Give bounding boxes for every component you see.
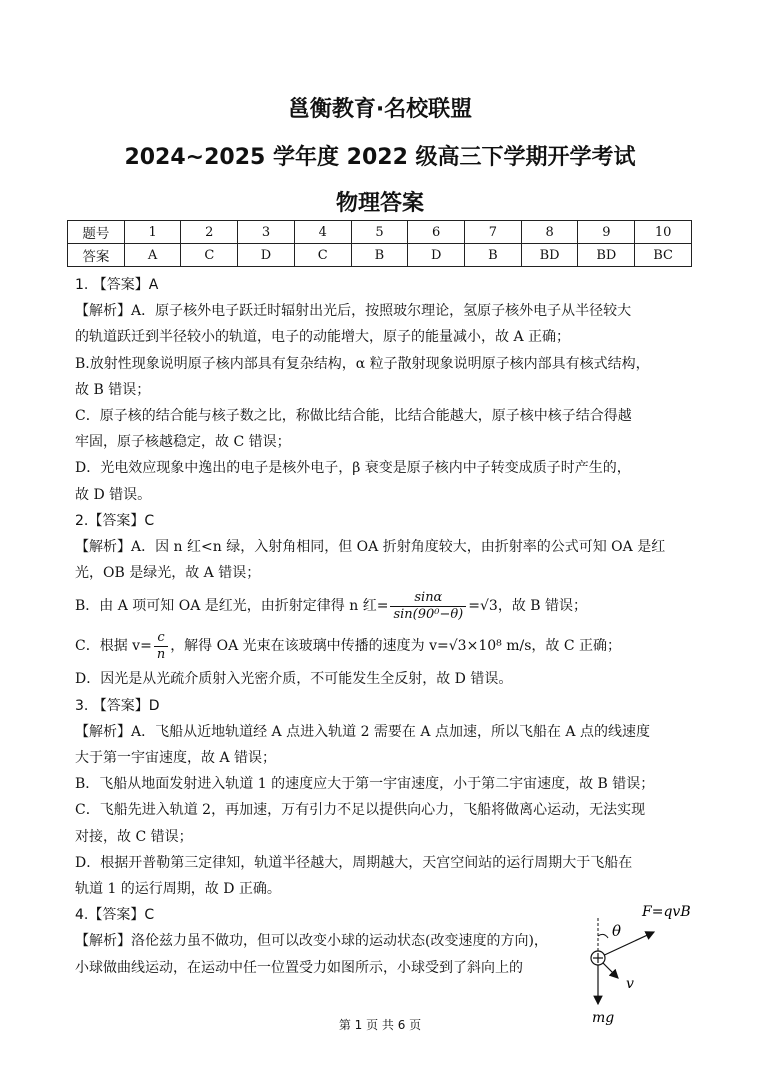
q1-analysis-line: 牢固，原子核越稳定，故 C 错误； [75, 434, 291, 451]
answer-row [68, 244, 692, 267]
q4-analysis-line: 【解析】洛伦兹力虽不做功，但可以改变小球的运动状态(改变速度的方向)， [75, 933, 548, 950]
q-number-cell: 3 [238, 221, 295, 244]
fraction-denominator: n [156, 646, 166, 662]
velocity-label: v [626, 976, 634, 992]
q2-analysis-line: 光，OB 是绿光，故 A 错误； [75, 565, 261, 582]
q2-c-text-end: ，解得 OA 光束在该玻璃中传播的速度为 v=√3×10⁸ m/s，故 C 正确； [170, 638, 621, 655]
q1-analysis-line: 故 D 错误。 [75, 486, 152, 503]
answer-cell: A [124, 244, 181, 267]
q2-c-text-start: C．根据 v= [75, 638, 152, 655]
answer-cell: BD [578, 244, 635, 267]
answer-table [67, 220, 692, 267]
q1-analysis-line: 【解析】A．原子核外电子跃迁时辐射出光后，按照玻尔理论，氢原子核外电子从半径较大 [75, 303, 632, 320]
q-number-cell: 8 [521, 221, 578, 244]
fraction-numerator: sinα [390, 590, 466, 607]
q-number-cell: 9 [578, 221, 635, 244]
q4-answer-heading: 4.【答案】C [75, 907, 155, 924]
q4-analysis-line: 小球做曲线运动，在运动中任一位置受力如图所示，小球受到了斜向上的 [75, 959, 523, 976]
q3-analysis-line: 对接，故 C 错误； [75, 828, 193, 845]
q2-analysis-line-fraction [75, 586, 693, 626]
answer-cell: D [408, 244, 465, 267]
page-footer: 第 1 页 共 6 页 [338, 1018, 422, 1032]
force-label: F=qvB [642, 904, 691, 920]
q2-analysis-line: D．因光是从光疏介质射入光密介质，不可能发生全反射，故 D 错误。 [75, 671, 513, 688]
q1-analysis-line: 的轨道跃迁到半径较小的轨道，电子的动能增大，原子的能量减小，故 A 正确； [75, 329, 571, 346]
q3-analysis-line: C．飞船先进入轨道 2，再加速，万有引力不足以提供向心力，飞船将做离心运动，无法实现 [75, 802, 646, 819]
angle-label: θ [612, 922, 622, 940]
q3-answer-heading: 3. 【答案】D [75, 697, 160, 714]
answer-cell: B [465, 244, 522, 267]
q1-answer-heading: 1. 【答案】A [75, 277, 159, 293]
answer-cell: C [181, 244, 238, 267]
q-number-cell: 2 [181, 221, 238, 244]
q-number-cell: 6 [408, 221, 465, 244]
q3-analysis-line: 轨道 1 的运行周期，故 D 正确。 [75, 881, 281, 898]
row-label-answer: 答案 [68, 244, 125, 267]
q2-analysis-line-fraction [75, 626, 693, 666]
row-label-question: 题号 [68, 221, 125, 244]
q3-analysis-line: D．根据开普勒第三定律知，轨道半径越大，周期越大，天宫空间站的运行周期大于飞船在 [75, 854, 633, 871]
q3-analysis-line: B．飞船从地面发射进入轨道 1 的速度应大于第一宇宙速度，小于第二宇宙速度，故 B 错误； [75, 776, 655, 793]
force-diagram [578, 896, 698, 1026]
q2-b-text-start: B．由 A 项可知 OA 是红光，由折射定律得 n 红= [75, 598, 389, 615]
exam-title: 2024~2025 学年度 2022 级高三下学期开学考试 [124, 145, 636, 170]
question-number-row [68, 221, 692, 244]
solutions-body [75, 272, 693, 981]
fraction-denominator: sin(90⁰−θ) [393, 606, 464, 622]
q-number-cell: 1 [124, 221, 181, 244]
angle-arc [598, 934, 608, 938]
q-number-cell: 4 [294, 221, 351, 244]
q2-answer-heading: 2.【答案】C [75, 512, 155, 529]
q2-analysis-line: 【解析】A．因 n 红<n 绿，入射角相同，但 OA 折射角度较大，由折射率的公式可知 OA 是红 [75, 539, 666, 556]
q1-analysis-line: C．原子核的结合能与核子数之比，称做比结合能，比结合能越大，原子核中核子结合得越 [75, 408, 632, 425]
q4-block [75, 902, 575, 981]
refraction-fraction [390, 590, 466, 623]
answer-cell: BC [635, 244, 692, 267]
school-alliance-title: 邕衡教育·名校联盟 [287, 97, 473, 122]
q-number-cell: 7 [465, 221, 522, 244]
q-number-cell: 5 [351, 221, 408, 244]
answer-cell: BD [521, 244, 578, 267]
answer-cell: C [294, 244, 351, 267]
gravity-label: mg [592, 1010, 615, 1026]
q-number-cell: 10 [635, 221, 692, 244]
answer-cell: B [351, 244, 408, 267]
answer-title: 物理答案 [335, 191, 424, 216]
fraction-numerator: c [154, 630, 168, 647]
q1-analysis-line: B.放射性现象说明原子核内部具有复杂结构，α 粒子散射现象说明原子核内部具有核式结构， [75, 355, 650, 372]
velocity-fraction [154, 630, 168, 663]
q3-analysis-line: 大于第一宇宙速度，故 A 错误； [75, 750, 277, 767]
q3-analysis-line: 【解析】A．飞船从近地轨道经 A 点进入轨道 2 需要在 A 点加速，所以飞船在 A 点的线速度 [75, 723, 650, 740]
q1-analysis-line: D．光电效应现象中逸出的电子是核外电子，β 衰变是原子核内中子转变成质子时产生的， [75, 460, 631, 477]
answer-cell: D [238, 244, 295, 267]
q2-b-text-end: =√3，故 B 错误； [468, 598, 588, 615]
q1-analysis-line: 故 B 错误； [75, 381, 151, 398]
